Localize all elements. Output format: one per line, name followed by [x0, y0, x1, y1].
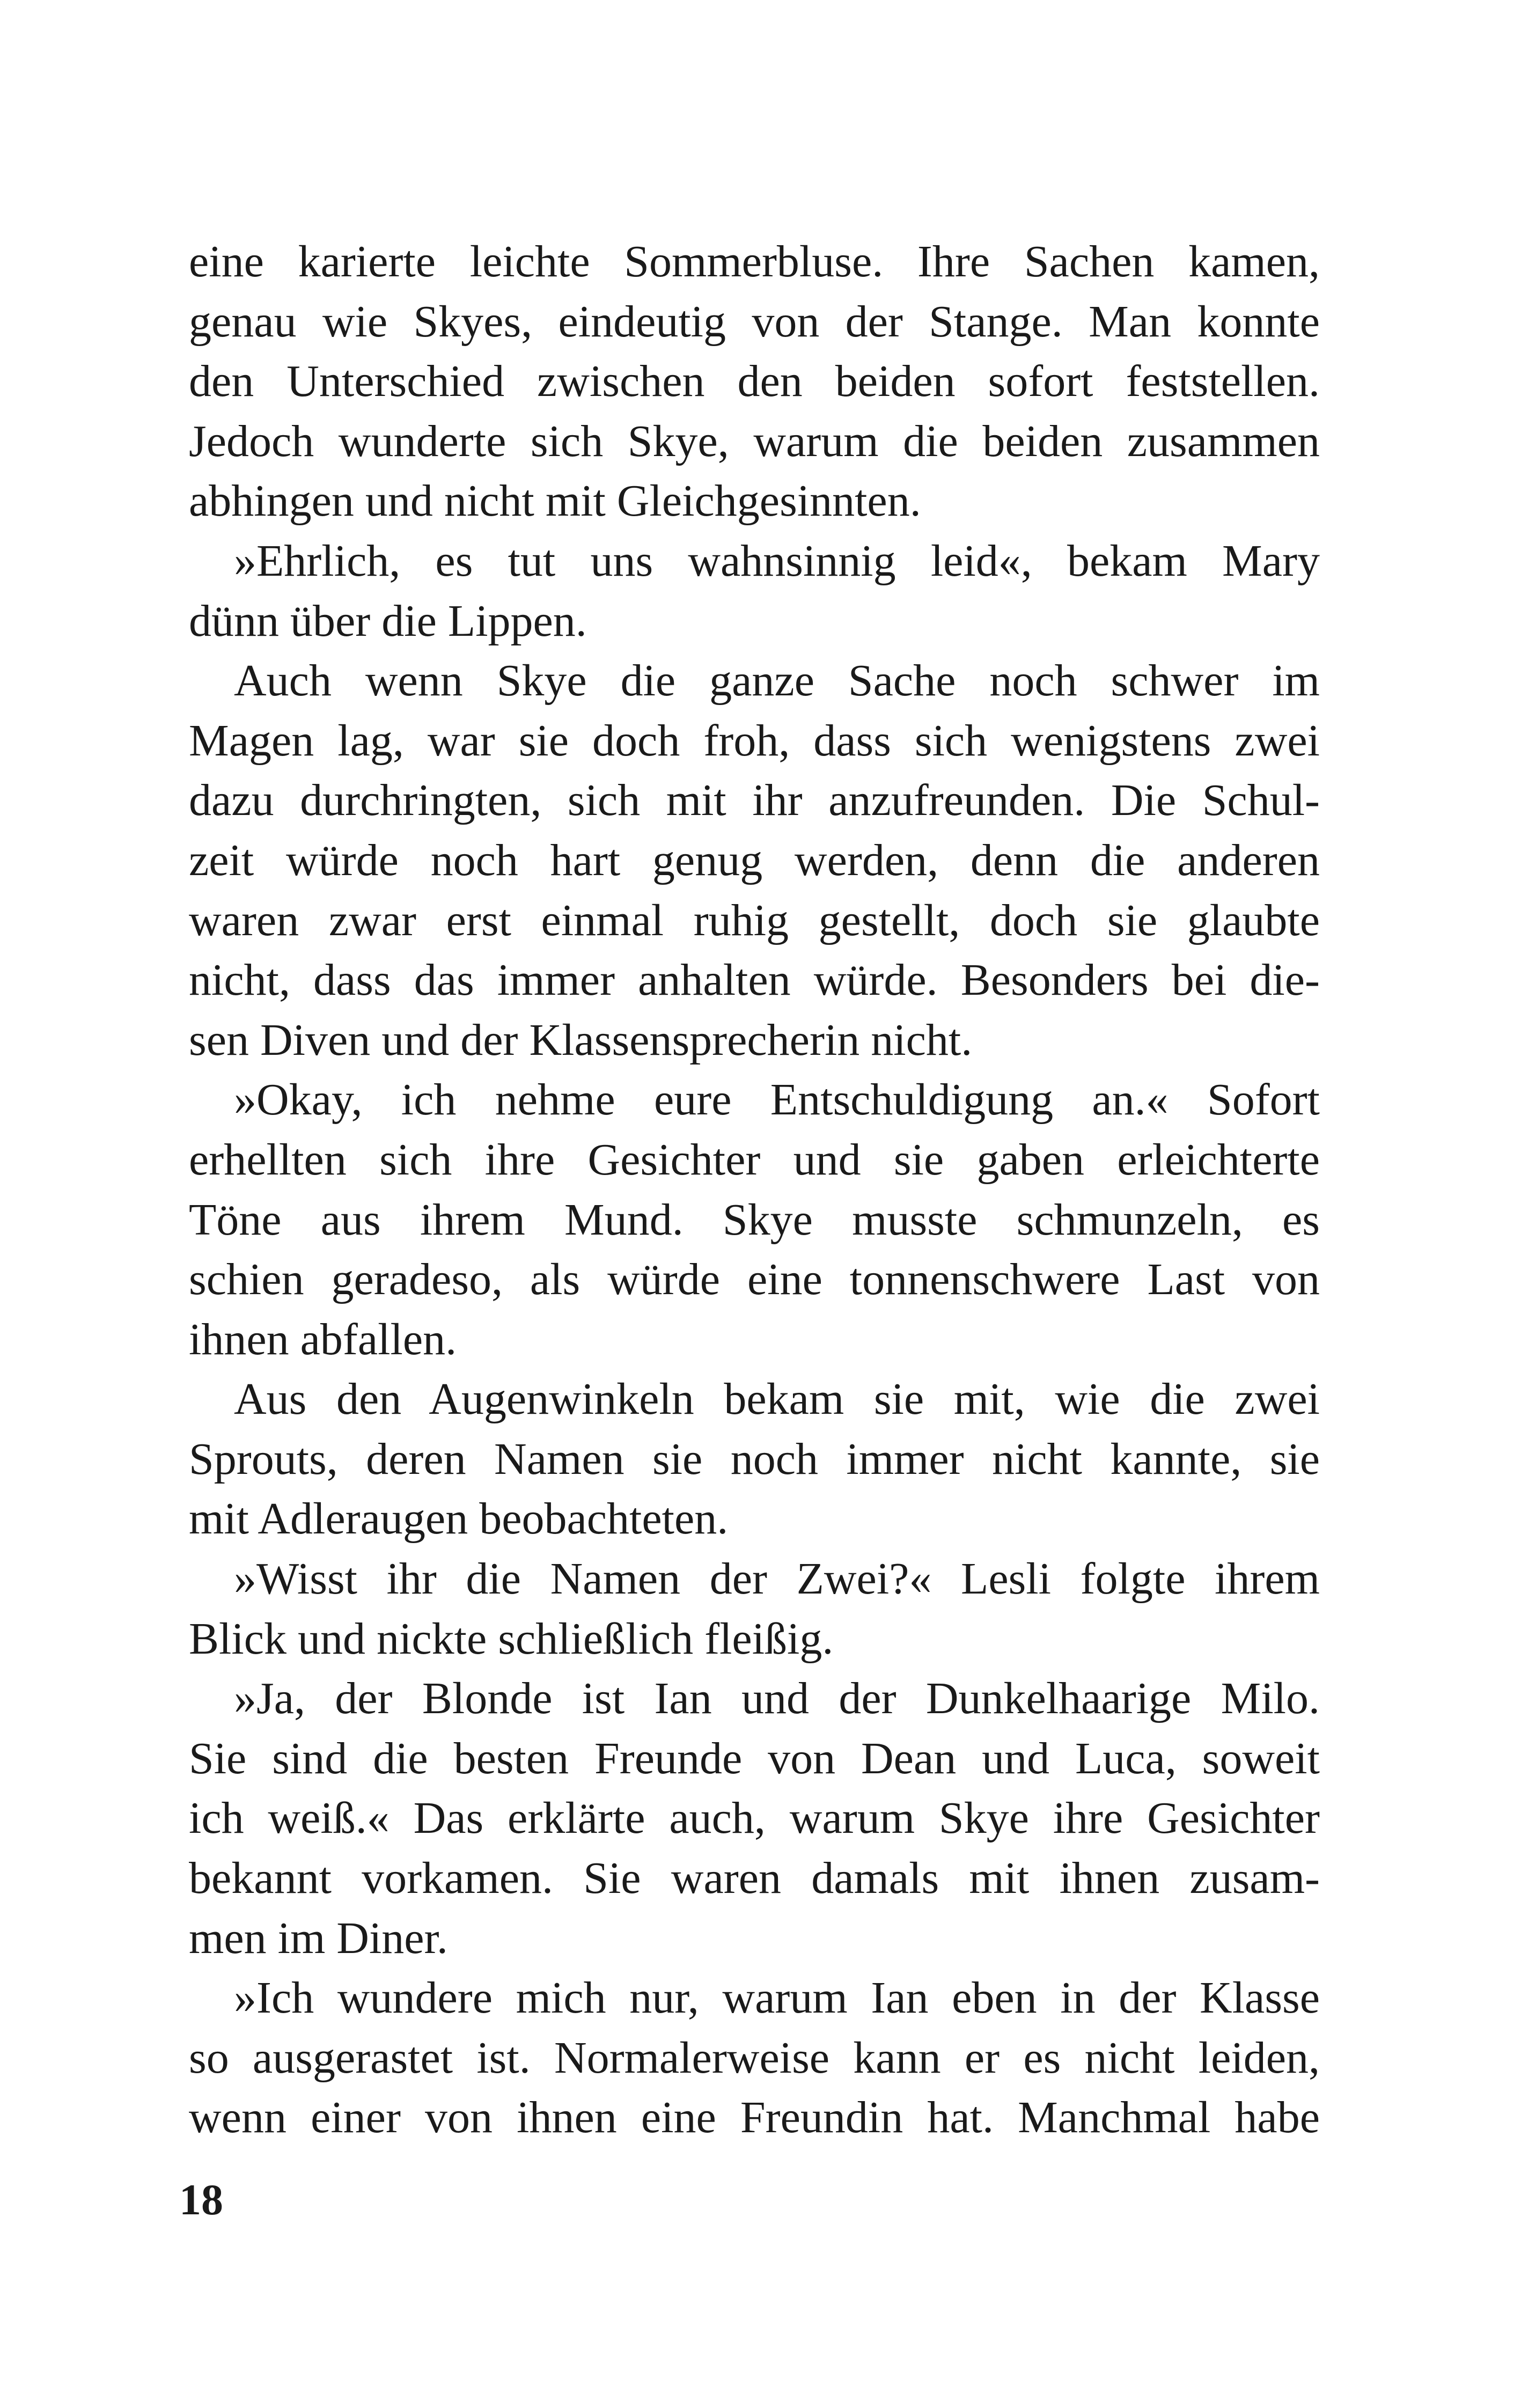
text-line: dünn über die Lippen. [189, 596, 587, 646]
text-line: genau wie Skyes, eindeutig von der Stange. Man konnte [189, 296, 1320, 347]
text-line: den Unterschied zwischen den beiden sofort feststellen. [189, 356, 1320, 407]
paragraph-first-line: Auch wenn Skye die ganze Sache noch schwer im [234, 656, 1320, 706]
paragraph-first-line: »Wisst ihr die Namen der Zwei?« Lesli folgte ihrem [234, 1554, 1320, 1604]
text-line: abhingen und nicht mit Gleichgesinnten. [189, 476, 921, 526]
text-line: waren zwar erst einmal ruhig gestellt, doch sie glaubte [189, 895, 1320, 945]
paragraph-first-line: Aus den Augenwinkeln bekam sie mit, wie die zwei [234, 1374, 1320, 1425]
text-line: wenn einer von ihnen eine Freundin hat. Manchmal habe [189, 2093, 1320, 2143]
text-line: Töne aus ihrem Mund. Skye musste schmunzeln, es [189, 1194, 1320, 1245]
text-line: Magen lag, war sie doch froh, dass sich wenigstens zwei [189, 715, 1320, 766]
page-number: 18 [179, 2175, 223, 2224]
text-line: sen Diven und der Klassensprecherin nicht. [189, 1015, 973, 1065]
text-line: so ausgerastet ist. Normalerweise kann er es nicht leiden, [189, 2032, 1320, 2083]
text-line: mit Adleraugen beobachteten. [189, 1494, 729, 1544]
text-line: zeit würde noch hart genug werden, denn die anderen [189, 835, 1320, 885]
paragraph-first-line: »Ich wundere mich nur, warum Ian eben in der Klasse [234, 1973, 1320, 2023]
text-line: Sie sind die besten Freunde von Dean und Luca, soweit [189, 1733, 1320, 1783]
text-line: men im Diner. [189, 1913, 448, 1963]
text-line: nicht, dass das immer anhalten würde. Besonders bei die- [189, 955, 1320, 1005]
text-line: bekannt vorkamen. Sie waren damals mit ihnen zusam- [189, 1853, 1320, 1904]
text-line: schien geradeso, als würde eine tonnenschwere Last von [189, 1254, 1320, 1305]
paragraph-first-line: »Okay, ich nehme eure Entschuldigung an.« Sofort [234, 1075, 1320, 1125]
paragraph-first-line: »Ja, der Blonde ist Ian und der Dunkelhaarige Milo. [234, 1673, 1320, 1724]
text-line: Sprouts, deren Namen sie noch immer nicht kannte, sie [189, 1434, 1320, 1484]
text-line: Blick und nickte schließlich fleißig. [189, 1613, 834, 1664]
text-line: dazu durchringten, sich mit ihr anzufreunden. Die Schul- [189, 775, 1320, 826]
text-line: ihnen abfallen. [189, 1314, 457, 1364]
text-line: erhellten sich ihre Gesichter und sie gaben erleichterte [189, 1134, 1320, 1185]
body-text [189, 232, 1320, 2148]
paragraph-first-line: »Ehrlich, es tut uns wahnsinnig leid«, bekam Mary [234, 535, 1320, 586]
text-line: Jedoch wunderte sich Skye, warum die beiden zusammen [189, 416, 1320, 466]
text-line: ich weiß.« Das erklärte auch, warum Skye ihre Gesichter [189, 1793, 1320, 1844]
text-line: eine karierte leichte Sommerbluse. Ihre Sachen kamen, [189, 237, 1320, 287]
